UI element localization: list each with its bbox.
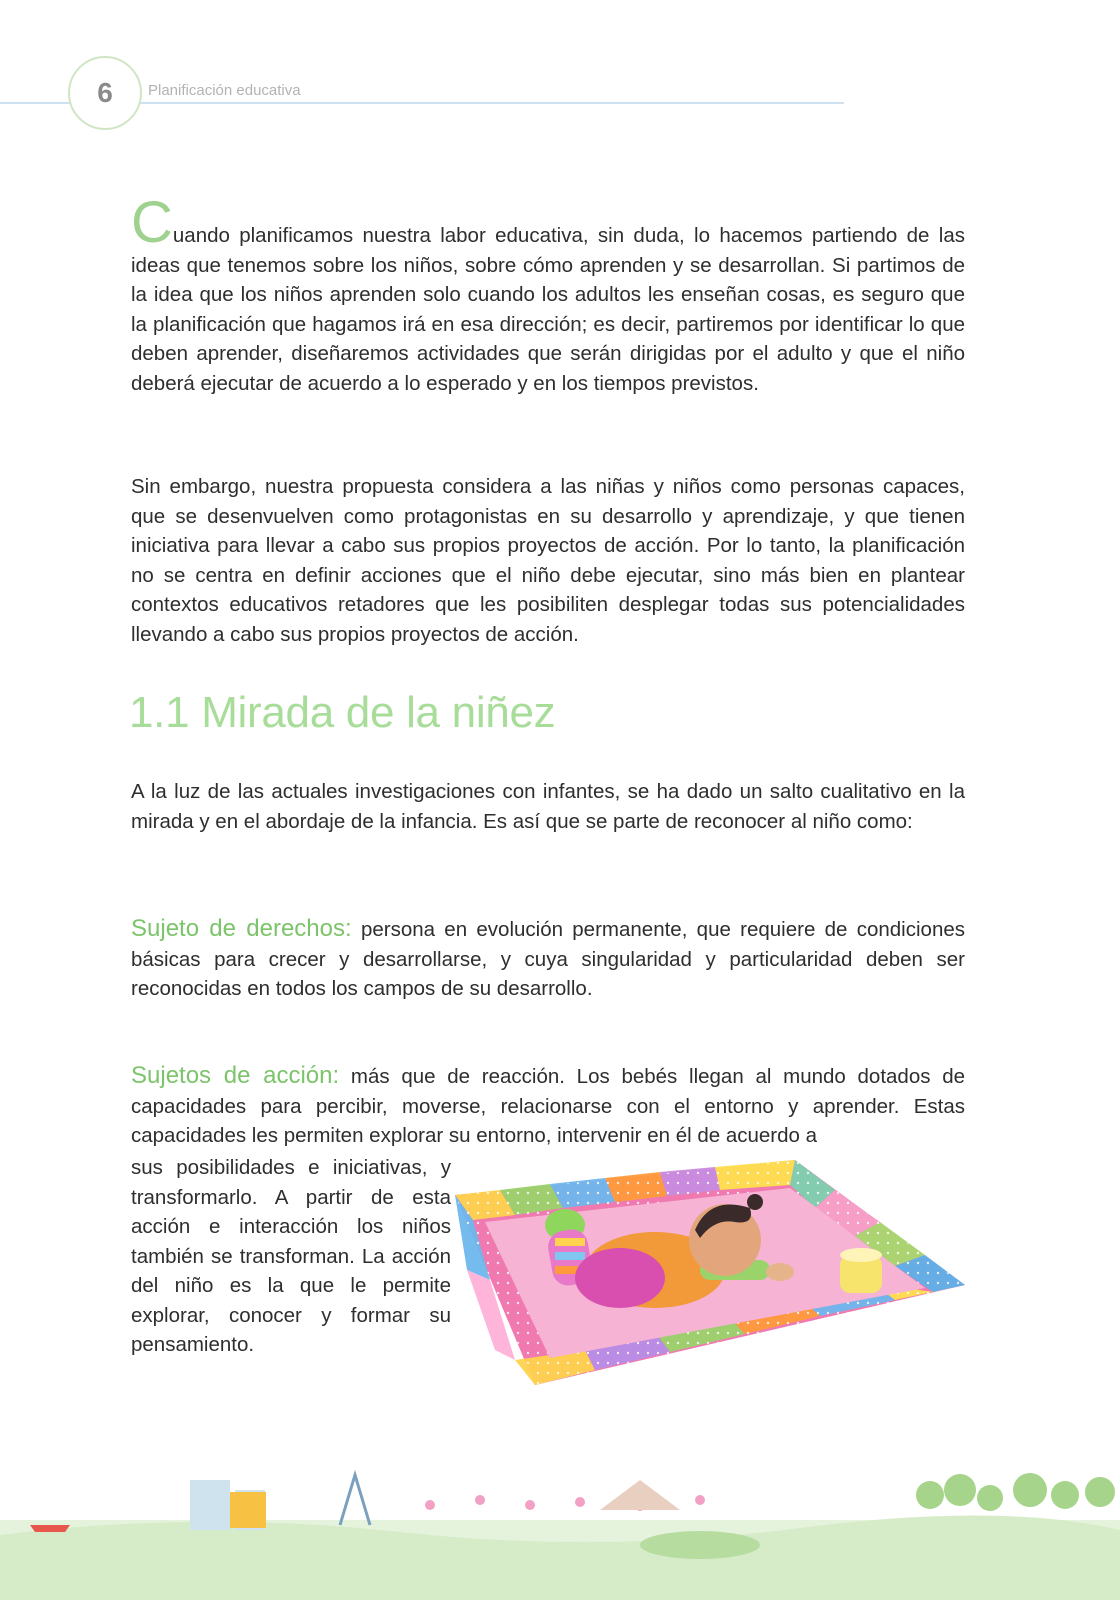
definition-item-action-continued: sus posibilidades e iniciativas, y transformarlo. A partir de esta acción e interacción los niños también se transforman. La acción del niño es la que le permite explorar, conocer y formar su pensamiento. [131, 1156, 451, 1356]
intro-paragraph-1 [131, 190, 965, 398]
definition-term-action: Sujetos de acción: [131, 1062, 340, 1089]
page-number: 6 [97, 77, 113, 108]
definition-text-rights: persona en evolución permanente, que requiere de condiciones básicas para crecer y desarrollarse, y cuya singularidad y particularidad deben ser reconocidas en todos los campos de su desarrollo. [131, 918, 965, 1000]
section-paragraph: A la luz de las actuales investigaciones con infantes, se ha dado un salto cualitativo en la mirada y en el abordaje de la infancia. Es así que se parte de reconocer al niño como: [131, 780, 965, 833]
definition-item-rights [131, 914, 965, 1004]
intro-paragraph-2: Sin embargo, nuestra propuesta considera a las niñas y niños como personas capaces, que se desenvuelven como protagonistas en su desarrollo y aprendizaje, y que tienen iniciativa para llevar a cabo sus propios proyectos de acción. Por lo tanto, la planificación no se centra en definir acciones que el niño debe ejecutar, sino más bien en plantear contextos educativos retadores que les posibiliten desplegar todas sus potencialidades llevando a cabo sus propios proyectos de acción. [131, 475, 965, 646]
page-number-badge [68, 56, 142, 130]
section-heading: 1.1 Mirada de la niñez [129, 688, 556, 737]
definition-text-action: más que de reacción. Los bebés llegan al mundo dotados de capacidades para percibir, moverse, relacionarse con el entorno y aprender. Estas capacidades les permiten explorar su entorno, intervenir en él de acuerdo a [131, 1065, 965, 1147]
intro-paragraph-1-text: uando planificamos nuestra labor educativa, sin duda, lo hacemos partiendo de las ideas que tenemos sobre los niños, sobre cómo aprenden y se desarrollan. Si partimos de la idea que los niños aprenden solo cuando los adultos les enseñan cosas, es seguro que la planificación que hagamos irá en esa dirección; es decir, partiremos por identificar lo que deben aprender, diseñaremos actividades que serán dirigidas por el adulto y que el niño deberá ejecutar de acuerdo a lo esperado y en los tiempos previstos. [131, 224, 965, 395]
definition-item-action [131, 1061, 965, 1151]
dropcap: C [131, 190, 173, 255]
definition-term-rights: Sujeto de derechos: [131, 915, 352, 942]
baby-on-blanket-illustration [455, 1160, 985, 1400]
running-title: Planificación educativa [148, 82, 301, 99]
footer-landscape-illustration [0, 1450, 1120, 1600]
